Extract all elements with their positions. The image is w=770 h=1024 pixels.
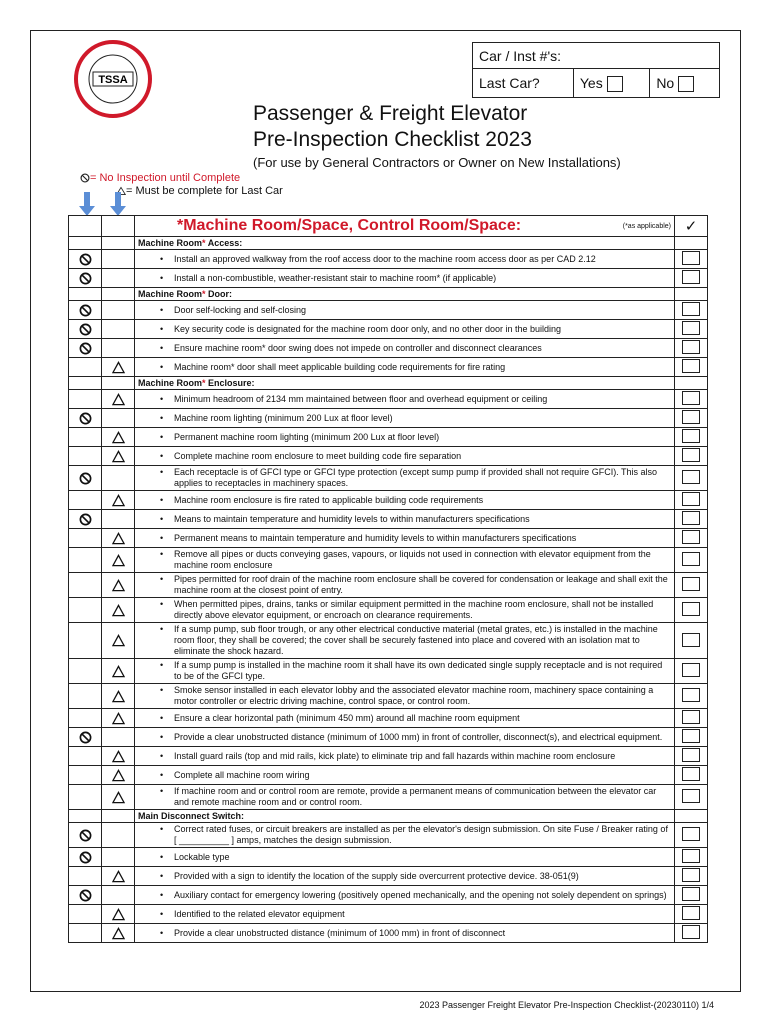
checklist-checkbox-cell[interactable]: [675, 728, 708, 747]
checklist-item-text: • Identified to the related elevator equipment: [135, 905, 675, 924]
checklist-item-text: • Auxiliary contact for emergency lowering (positively opened mechanically, and the opening not solely dependent on springs): [135, 886, 675, 905]
svg-text:TSSA: TSSA: [98, 74, 128, 86]
checklist-item-row: [69, 924, 708, 943]
checklist-item-text: • Each receptacle is of GFCI type or GFCI type protection (except sump pump if provided shall not require GFCI). This also applies to receptacles in machinery spaces.: [135, 466, 675, 491]
no-checkbox[interactable]: [678, 76, 694, 92]
last-car-icon: [112, 532, 125, 545]
checklist-checkbox-cell[interactable]: [675, 269, 708, 288]
last-car-icon: [112, 393, 125, 406]
checklist-item-row: [69, 390, 708, 409]
no-inspection-icon: [79, 513, 92, 526]
checklist-item-row: [69, 823, 708, 848]
checklist-item-text: • Pipes permitted for roof drain of the machine room enclosure shall be covered for condensation or leakage and shall exit the machine room at the closest point of entry.: [135, 573, 675, 598]
checklist-item-row: [69, 409, 708, 428]
checklist-item-text: • Ensure machine room* door swing does not impede on controller and disconnect clearances: [135, 339, 675, 358]
subsection-row: [69, 288, 708, 301]
checklist-item-text: • Permanent means to maintain temperature and humidity levels to within manufacturers specifications: [135, 529, 675, 548]
page-footer: 2023 Passenger Freight Elevator Pre-Inspection Checklist-(20230110) 1/4: [419, 1000, 714, 1010]
checklist-checkbox[interactable]: [682, 391, 700, 405]
checklist-item-row: [69, 358, 708, 377]
no-inspection-icon: [79, 829, 92, 842]
checklist-item-row: [69, 529, 708, 548]
checklist-checkbox[interactable]: [682, 602, 700, 616]
checklist-checkbox[interactable]: [682, 359, 700, 373]
applicable-note: (*as applicable): [622, 223, 671, 230]
checklist-item-row: [69, 491, 708, 510]
last-car-icon: [112, 604, 125, 617]
checklist-checkbox-cell[interactable]: [675, 747, 708, 766]
checklist-item-text: • Permanent machine room lighting (minimum 200 Lux at floor level): [135, 428, 675, 447]
last-car-icon: [112, 908, 125, 921]
checklist-item-row: [69, 447, 708, 466]
checklist-checkbox[interactable]: [682, 429, 700, 443]
arrow-down-icon: [110, 192, 126, 216]
last-car-icon: [112, 791, 125, 804]
checklist-checkbox-cell[interactable]: [675, 529, 708, 548]
checklist-item-text: • Install an approved walkway from the roof access door to the machine room access door as per CAD 2.12: [135, 250, 675, 269]
checklist-checkbox-cell[interactable]: [675, 510, 708, 529]
checklist-checkbox-cell[interactable]: [675, 886, 708, 905]
checklist-item-text: • If a sump pump is installed in the machine room it shall have its own dedicated single supply receptacle and is not required to be of the GFCI type.: [135, 659, 675, 684]
last-car-icon: [112, 431, 125, 444]
yes-checkbox[interactable]: [607, 76, 623, 92]
checklist-checkbox-cell[interactable]: [675, 358, 708, 377]
last-car-icon: [112, 554, 125, 567]
checklist-checkbox-cell[interactable]: [675, 684, 708, 709]
check-header: ✓: [675, 216, 708, 237]
checklist-checkbox[interactable]: [682, 663, 700, 677]
checklist-item-row: [69, 320, 708, 339]
last-car-icon: [112, 494, 125, 507]
checklist-checkbox[interactable]: [682, 887, 700, 901]
subsection-row: [69, 237, 708, 250]
checklist-item-text: • Machine room enclosure is fire rated to applicable building code requirements: [135, 491, 675, 510]
checklist-item-text: • Provide a clear unobstructed distance (minimum of 1000 mm) in front of disconnect: [135, 924, 675, 943]
checklist-checkbox-cell[interactable]: [675, 573, 708, 598]
checklist-checkbox-cell[interactable]: [675, 709, 708, 728]
checklist-item-text: • Means to maintain temperature and humidity levels to within manufacturers specifications: [135, 510, 675, 529]
checklist-checkbox[interactable]: [682, 302, 700, 316]
no-inspection-icon: [79, 253, 92, 266]
checklist-checkbox[interactable]: [682, 270, 700, 284]
checklist-item-text: • Smoke sensor installed in each elevator lobby and the associated elevator machine room, machinery space containing a motor controller or electric driving machine, control space, or control room.: [135, 684, 675, 709]
no-inspection-icon: [79, 472, 92, 485]
subsection-label: Machine Room* Enclosure:: [135, 377, 675, 390]
checklist-checkbox-cell[interactable]: [675, 390, 708, 409]
checklist-item-text: • If a sump pump, sub floor trough, or any other electrical conductive material (metal grates, etc.) is installed in the machine room floor, they shall be covered; the cover shall be securely fastened into place and covered with an isolation mat to eliminate the shock hazard.: [135, 623, 675, 659]
checklist-item-row: [69, 548, 708, 573]
checklist-checkbox[interactable]: [682, 767, 700, 781]
yes-option[interactable]: Yes: [573, 69, 649, 98]
checklist-checkbox[interactable]: [682, 410, 700, 424]
checklist-item-row: [69, 510, 708, 529]
checklist-item-row: [69, 867, 708, 886]
checklist-item-row: [69, 466, 708, 491]
checklist-checkbox-cell[interactable]: [675, 848, 708, 867]
last-car-icon: [112, 870, 125, 883]
no-option[interactable]: No: [650, 69, 720, 98]
checklist-checkbox[interactable]: [682, 925, 700, 939]
car-info-box: [472, 42, 720, 98]
last-car-label: Last Car?: [473, 69, 574, 98]
checklist-checkbox-cell[interactable]: [675, 924, 708, 943]
checklist-checkbox-cell[interactable]: [675, 447, 708, 466]
checklist-checkbox-cell[interactable]: [675, 339, 708, 358]
checklist-checkbox[interactable]: [682, 577, 700, 591]
checklist-checkbox-cell[interactable]: [675, 905, 708, 924]
last-car-icon: [112, 450, 125, 463]
checklist-item-text: • Provide a clear unobstructed distance (minimum of 1000 mm) in front of controller, disconnect(s), and electrical equipment.: [135, 728, 675, 747]
checklist-item-row: [69, 905, 708, 924]
checklist-checkbox[interactable]: [682, 688, 700, 702]
checklist-checkbox-cell[interactable]: [675, 466, 708, 491]
checklist-checkbox-cell[interactable]: [675, 766, 708, 785]
checklist-item-row: [69, 785, 708, 810]
checklist-item-text: • Machine room lighting (minimum 200 Lux at floor level): [135, 409, 675, 428]
tssa-logo: [73, 39, 153, 119]
checklist-item-text: • Machine room* door shall meet applicable building code requirements for fire rating: [135, 358, 675, 377]
no-inspection-icon: [79, 272, 92, 285]
checklist-checkbox[interactable]: [682, 340, 700, 354]
checklist-item-text: • If machine room and or control room are remote, provide a permanent means of communication between the elevator car and remote machine room and or control room.: [135, 785, 675, 810]
checklist-checkbox-cell[interactable]: [675, 428, 708, 447]
checklist-item-row: [69, 301, 708, 320]
subsection-label: Machine Room* Door:: [135, 288, 675, 301]
checklist-item-row: [69, 428, 708, 447]
checklist-checkbox-cell[interactable]: [675, 867, 708, 886]
no-inspection-icon: [79, 304, 92, 317]
checklist-checkbox[interactable]: [682, 827, 700, 841]
checklist-checkbox[interactable]: [682, 906, 700, 920]
checklist-checkbox[interactable]: [682, 511, 700, 525]
checklist-item-row: [69, 623, 708, 659]
checklist-item-row: [69, 728, 708, 747]
checklist-checkbox[interactable]: [682, 748, 700, 762]
checklist-item-row: [69, 269, 708, 288]
section-header-row: [69, 216, 708, 237]
page-title: Passenger & Freight Elevator Pre-Inspection Checklist 2023: [253, 102, 532, 151]
checklist-item-row: [69, 886, 708, 905]
section-title: *Machine Room/Space, Control Room/Space: (*as applicable): [135, 216, 675, 237]
checklist-item-text: • Provided with a sign to identify the location of the supply side overcurrent protective device. 38-051(9): [135, 867, 675, 886]
no-inspection-icon: [79, 851, 92, 864]
checklist-checkbox[interactable]: [682, 530, 700, 544]
last-car-icon: [112, 750, 125, 763]
checklist-checkbox-cell[interactable]: [675, 548, 708, 573]
checklist-checkbox-cell[interactable]: [675, 659, 708, 684]
checklist-item-row: [69, 573, 708, 598]
last-car-icon: [112, 769, 125, 782]
arrow-down-icon: [79, 192, 95, 216]
checklist-item-text: • When permitted pipes, drains, tanks or similar equipment permitted in the machine room enclosure, shall not be installed directly above elevator equipment, or encroach on clearance requirements.: [135, 598, 675, 623]
checklist-item-row: [69, 339, 708, 358]
checklist-item-text: • Door self-locking and self-closing: [135, 301, 675, 320]
no-inspection-icon: [79, 342, 92, 355]
checklist-checkbox[interactable]: [682, 321, 700, 335]
checklist-item-text: • Minimum headroom of 2134 mm maintained between floor and overhead equipment or ceiling: [135, 390, 675, 409]
checklist-item-row: [69, 598, 708, 623]
checklist-item-text: • Remove all pipes or ducts conveying gases, vapours, or liquids not used in connection with elevator equipment from the machine room enclosure: [135, 548, 675, 573]
checklist-checkbox-cell[interactable]: [675, 491, 708, 510]
checklist-item-text: • Install guard rails (top and mid rails, kick plate) to eliminate trip and fall hazards within machine room enclosure: [135, 747, 675, 766]
checklist-checkbox-cell[interactable]: [675, 823, 708, 848]
checklist-checkbox[interactable]: [682, 789, 700, 803]
checklist-item-text: • Install a non-combustible, weather-resistant stair to machine room* (if applicable): [135, 269, 675, 288]
checklist-item-row: [69, 848, 708, 867]
no-inspection-icon: [79, 731, 92, 744]
page-subtitle: (For use by General Contractors or Owner on New Installations): [253, 155, 621, 170]
last-car-icon: [112, 690, 125, 703]
checklist-item-row: [69, 684, 708, 709]
last-car-icon: [112, 579, 125, 592]
checklist-item-row: [69, 250, 708, 269]
no-inspection-icon: [79, 323, 92, 336]
subsection-row: [69, 810, 708, 823]
last-car-icon: [112, 634, 125, 647]
subsection-row: [69, 377, 708, 390]
checklist-checkbox[interactable]: [682, 710, 700, 724]
last-car-icon: [112, 927, 125, 940]
checklist-item-text: • Complete all machine room wiring: [135, 766, 675, 785]
checklist-checkbox[interactable]: [682, 729, 700, 743]
checklist-checkbox[interactable]: [682, 868, 700, 882]
checklist-checkbox[interactable]: [682, 470, 700, 484]
checklist-checkbox-cell[interactable]: [675, 598, 708, 623]
legend-no-inspection: = No Inspection until Complete: [80, 172, 240, 184]
legend-last-car: = Must be complete for Last Car: [116, 185, 283, 197]
last-car-icon: [112, 712, 125, 725]
checklist-checkbox-cell[interactable]: [675, 409, 708, 428]
checklist-checkbox[interactable]: [682, 633, 700, 647]
checklist-item-row: [69, 766, 708, 785]
checklist-checkbox[interactable]: [682, 849, 700, 863]
checklist-item-row: [69, 659, 708, 684]
checklist-checkbox-cell[interactable]: [675, 301, 708, 320]
checklist-checkbox[interactable]: [682, 448, 700, 462]
checklist-checkbox-cell[interactable]: [675, 250, 708, 269]
last-car-icon: [112, 665, 125, 678]
checklist-checkbox-cell[interactable]: [675, 623, 708, 659]
subsection-label: Main Disconnect Switch:: [135, 810, 675, 823]
checklist-checkbox[interactable]: [682, 492, 700, 506]
checklist-item-text: • Ensure a clear horizontal path (minimum 450 mm) around all machine room equipment: [135, 709, 675, 728]
checklist-checkbox-cell[interactable]: [675, 785, 708, 810]
checklist-checkbox-cell[interactable]: [675, 320, 708, 339]
checklist-checkbox[interactable]: [682, 552, 700, 566]
subsection-label: Machine Room* Access:: [135, 237, 675, 250]
checklist-item-text: • Key security code is designated for the machine room door only, and no other door in the building: [135, 320, 675, 339]
checklist-item-text: • Correct rated fuses, or circuit breakers are installed as per the elevator's design submission. On site Fuse / Breaker rating of [ __________ ] amps, matches the design submission.: [135, 823, 675, 848]
no-inspection-icon: [79, 412, 92, 425]
checklist-item-text: • Complete machine room enclosure to meet building code fire separation: [135, 447, 675, 466]
no-inspection-icon: [80, 173, 90, 183]
checklist-item-row: [69, 747, 708, 766]
checklist-item-row: [69, 709, 708, 728]
checklist-table: [68, 215, 708, 943]
checklist-checkbox[interactable]: [682, 251, 700, 265]
last-car-icon: [112, 361, 125, 374]
car-inst-label[interactable]: Car / Inst #'s:: [473, 43, 720, 69]
no-inspection-icon: [79, 889, 92, 902]
checklist-item-text: • Lockable type: [135, 848, 675, 867]
